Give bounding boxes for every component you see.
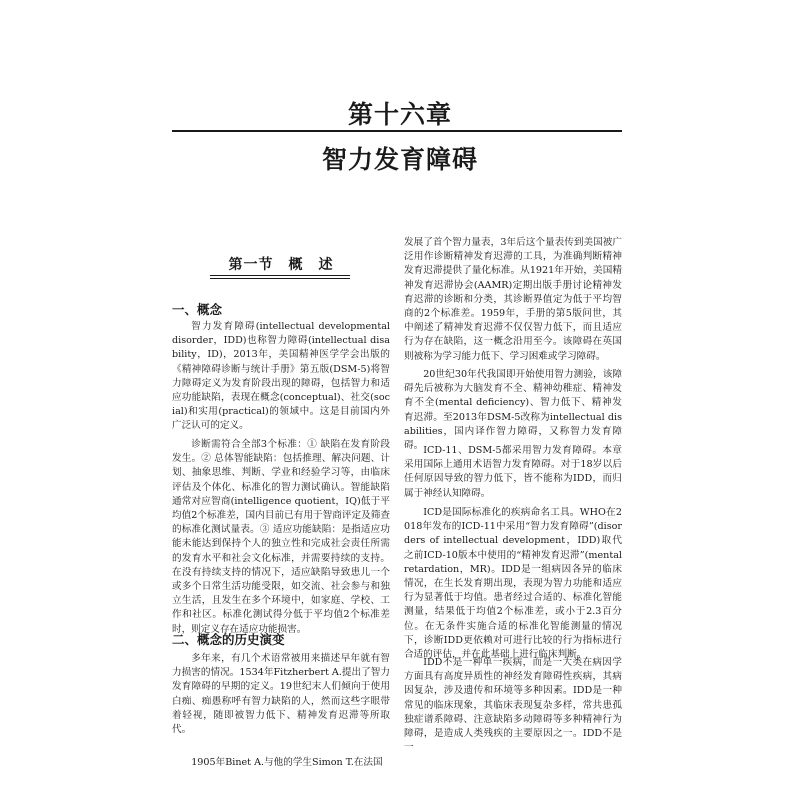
section-heading-text: 第一节 概 述 xyxy=(228,257,334,273)
chapter-divider xyxy=(172,130,622,132)
subheading-history: 二、概念的历史演变 xyxy=(172,632,285,647)
chapter-title: 智力发育障碍 xyxy=(321,145,478,174)
paragraph-idd-heterogeneity: IDD不是一种单一疾病，而是一大类在病因学方面具有高度异质性的神经发育障碍性疾病，其病因复杂，涉及遗传和环境等多种因素。IDD是一种常见的临床现象，其临床表现复杂多样，常共患孤独症谱系障碍、注意缺陷多动障碍等多种精神行为障碍，是造成人类残疾的主要原因之一。IDD不是一 xyxy=(404,657,622,754)
paragraph-concept-definition: 智力发育障碍(intellectual developmental disorder，IDD)也称智力障碍(intellectual disability，ID)，2013年，美国精神医学学会出版的《精神障碍诊断与统计手册》第五版(DSM-5)将智力障碍定义为发育阶段出现的障碍，包括智力和适应功能缺陷，表现在概念(conceptual)、社交(social)和实用(practical)的领域中。这是目前国内外广泛认可的定义。 xyxy=(172,321,390,432)
subheading-concept: 一、概念 xyxy=(172,302,223,317)
paragraph-icd11: ICD是国际标准化的疾病命名工具。WHO在2018年发布的ICD-11中采用“智力发育障碍”(disorders of intellectual development，IDD)取代之前ICD-10版本中使用的“精神发育迟滞”(mental retardation，MR)。IDD是一组病因各异的临床情况，在生长发育期出现，表现为智力功能和适应行为显著低于均值。患者经过合适的、标准化智能测量，结果低于均值2个标准差，或小于2.3百分位。在无条件实施合适的标准化智能测量的情况下，诊断IDD更依赖对可进行比较的行为指标进行合适的评估，并在此基础上进行临床判断。 xyxy=(404,507,622,661)
section-heading xyxy=(172,254,390,274)
paragraph-history-terms: 多年来，有几个术语常被用来描述早年就有智力损害的情况。1534年Fitzherbert A.提出了智力发育障碍的早期的定义。19世纪末人们倾向于使用白痴、痴愚称呼有智力缺陷的人，然而这些字眼带着轻视，随即被智力低下、精神发育迟滞等所取代。 xyxy=(172,653,390,736)
section-underline-bottom xyxy=(210,278,350,279)
paragraph-intelligence-scale: 发展了首个智力量表，3年后这个量表传到美国被广泛用作诊断精神发育迟滞的工具，为准确判断精神发育迟滞提供了量化标准。从1921年开始，美国精神发育迟滞协会(AAMR)定期出版手册讨论精神发育迟滞的诊断和分类，其诊断界值定为低于平均智商的2个标准差。1959年，手册的第5版问世，其中阐述了精神发育迟滞不仅仅智力低下，而且适应行为存在缺陷，这一概念沿用至今。该障碍在英国则被称为学习能力低下、学习困难或学习障碍。 xyxy=(404,237,622,362)
paragraph-china-terms: 20世纪30年代我国即开始使用智力测验，该障碍先后被称为大脑发育不全、精神幼稚症、精神发育不全(mental deficiency)、智力低下、精神发育迟滞。至2013年DSM-5改称为intellectual disabilities，国内译作智力障碍，又称智力发育障碍。 xyxy=(404,369,622,452)
paragraph-icd-dsm: ICD-11、DSM-5都采用智力发育障碍。本章采用国际上通用术语智力发育障碍。对于18岁以后任何原因导致的智力低下，皆不能称为IDD，而归属于神经认知障碍。 xyxy=(404,445,622,499)
chapter-number: 第十六章 xyxy=(347,100,452,129)
paragraph-binet: 1905年Binet A.与他的学生Simon T.在法国 xyxy=(191,757,383,768)
section-underline-top xyxy=(210,275,350,276)
paragraph-diagnostic-criteria: 诊断需符合全部3个标准：① 缺陷在发育阶段发生。② 总体智能缺陷：包括推理、解决问题、计划、抽象思维、判断、学业和经验学习等，由临床评估及个体化、标准化的智力测试确认。智能缺陷通常对应智商(intelligence quotient，IQ)低于平均值2个标准差，国内目前已有用于智商评定及筛查的标准化测试量表。③ 适应功能缺陷：是指适应功能未能达到保持个人的独立性和完成社会责任所需的发育水平和社会文化标准，并需要持续的支持。在没有持续支持的情况下，适应缺陷导致患儿一个或多个日常生活功能受限，如交流、社会参与和独立生活，且发生在多个环境中，如家庭、学校、工作和社区。标准化测试得分低于平均值2个标准差时，则定义存在适应功能损害。 xyxy=(172,439,390,635)
